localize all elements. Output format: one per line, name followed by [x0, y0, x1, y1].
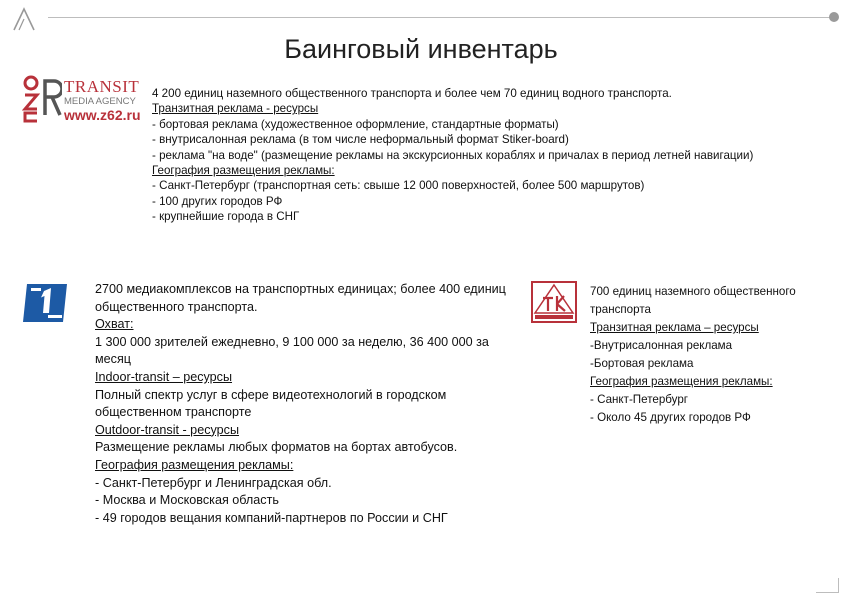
- list-item: - внутрисалонная реклама (в том числе неформальный формат Stiker-board): [152, 133, 569, 147]
- tv-reach-value: 1 300 000 зрителей ежедневно, 9 100 000 за неделю, 36 400 000 за месяц: [95, 334, 489, 367]
- tk-logo-icon: [531, 281, 577, 328]
- tv-outdoor-heading: Outdoor-transit - ресурсы: [95, 422, 239, 437]
- list-item: - Санкт-Петербург и Ленинградская обл.: [95, 475, 332, 490]
- corner-dot: [829, 12, 839, 22]
- tv-geo-heading: География размещения рекламы:: [95, 457, 294, 472]
- tv-indoor-heading: Indoor-transit – ресурсы: [95, 369, 233, 384]
- tk-summary: 700 единиц наземного общественного транспорта: [590, 285, 796, 316]
- transit-text: [152, 86, 802, 225]
- list-item: - реклама "на воде" (размещение рекламы на экскурсионных кораблях и причалах в период летней навигации): [152, 148, 754, 162]
- list-item: - Санкт-Петербург: [590, 393, 689, 406]
- list-item: - Москва и Московская область: [95, 493, 279, 508]
- transit-sub: MEDIA AGENCY: [64, 96, 136, 107]
- list-item: - Около 45 других городов РФ: [590, 411, 751, 424]
- corner-logo-icon: [11, 6, 37, 37]
- z62-logo-icon: [22, 75, 40, 123]
- transit-logo: [22, 75, 152, 123]
- transit-resources-heading: Транзитная реклама - ресурсы: [152, 102, 319, 116]
- tk-resources-heading: Транзитная реклама – ресурсы: [590, 321, 759, 334]
- list-item: - 49 городов вещания компаний-партнеров по России и СНГ: [95, 510, 448, 525]
- top-rule: [48, 17, 838, 18]
- r-logo-icon: [42, 77, 62, 117]
- transit-summary: 4 200 единиц наземного общественного транспорта и более чем 70 единиц водного транспорта.: [152, 87, 672, 100]
- tk-geo-heading: География размещения рекламы:: [590, 375, 773, 388]
- tk-text: [590, 283, 830, 427]
- page-title: Баинговый инвентарь: [284, 34, 558, 64]
- tv-reach-heading: Охват:: [95, 317, 134, 332]
- tv-outdoor-text: Размещение рекламы любых форматов на бортах автобусов.: [95, 440, 458, 455]
- list-item: - крупнейшие города в СНГ: [152, 210, 300, 224]
- transit-url: www.z62.ru: [64, 107, 141, 123]
- tv-logo-icon: [22, 282, 68, 329]
- tv-text: [95, 281, 535, 527]
- list-item: - 100 других городов РФ: [152, 194, 283, 208]
- bottom-corner-bracket: [816, 578, 839, 593]
- list-item: -Бортовая реклама: [590, 357, 694, 370]
- tv-indoor-text: Полный спектр услуг в сфере видеотехнологий в городском общественном транспорте: [95, 387, 447, 420]
- list-item: - бортовая реклама (художественное оформление, стандартные форматы): [152, 117, 559, 131]
- list-item: - Санкт-Петербург (транспортная сеть: свыше 12 000 поверхностей, более 500 маршрутов): [152, 179, 645, 193]
- list-item: -Внутрисалонная реклама: [590, 339, 733, 352]
- tv-summary: 2700 медиакомплексов на транспортных единицах; более 400 единиц общественного транспорта.: [95, 282, 506, 314]
- transit-geo-heading: География размещения рекламы:: [152, 164, 335, 178]
- transit-brand: TRANSIT: [64, 77, 140, 96]
